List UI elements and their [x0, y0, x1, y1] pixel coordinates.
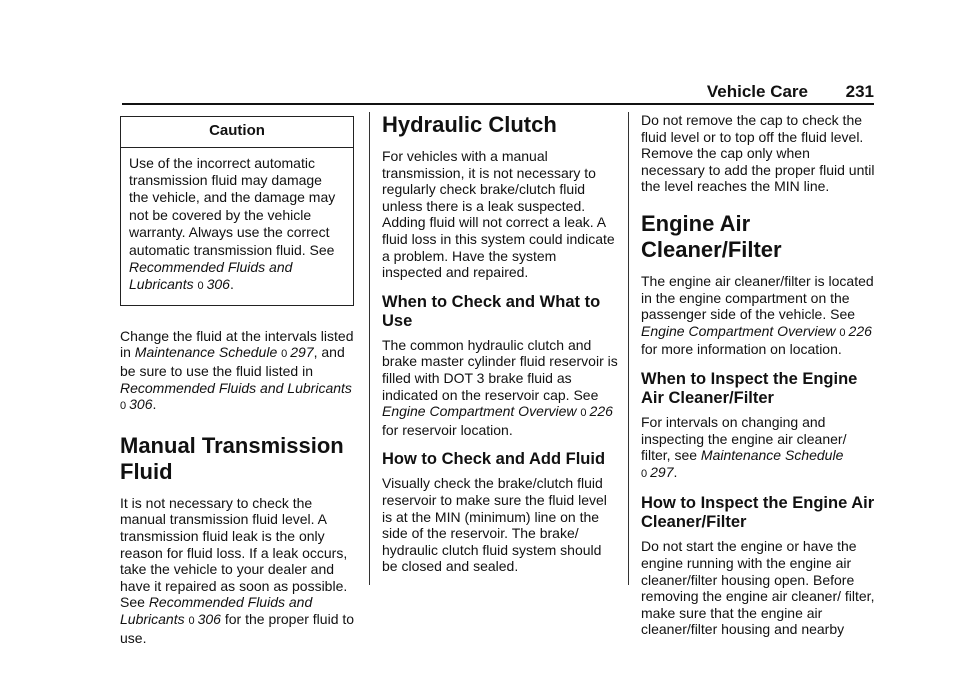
- text: for reservoir location.: [382, 421, 513, 438]
- spacer: [382, 438, 618, 450]
- fluid-interval-paragraph: [120, 328, 356, 415]
- heading-manual-transmission-fluid: Manual Transmission Fluid: [120, 432, 344, 484]
- how-to-check-paragraph: Visually check the brake/clutch fluid reservoir to make sure the fluid level is at the MIN (minimum) line on the side of the reservoir. The brake/ hydraulic clutch fluid system should be closed and sealed.: [382, 475, 607, 575]
- text: For intervals on changing and inspecting the engine air cleaner/ filter, see: [641, 413, 847, 464]
- heading-when-to-check: When to Check and What to Use: [382, 292, 601, 330]
- manual-fluid-paragraph: [120, 495, 356, 646]
- heading-how-to-inspect: How to Inspect the Engine Air Cleaner/Filter: [641, 494, 875, 532]
- page-ref-arrow-icon: 0: [281, 348, 288, 361]
- column-1: [120, 112, 356, 646]
- spacer: [641, 358, 877, 370]
- clutch-paragraph: For vehicles with a manual transmission, it is not necessary to regularly check brake/clutch fluid unless there is a leak suspected. Adding fluid will not correct a leak. A fluid loss in this system could indicate a problem. Have the system inspected and repaired.: [382, 148, 615, 281]
- page-ref[interactable]: 297: [650, 463, 674, 480]
- section-title: Vehicle Care: [706, 82, 808, 101]
- heading-engine-air-cleaner: Engine Air Cleaner/Filter: [641, 210, 782, 262]
- page-header: [122, 76, 874, 102]
- page-number: 231: [845, 82, 874, 101]
- page-ref-arrow-icon: 0: [641, 467, 648, 480]
- caution-link[interactable]: Recommended Fluids and Lubricants: [129, 259, 293, 293]
- page-ref[interactable]: 306: [197, 610, 221, 627]
- spacer: [641, 482, 877, 494]
- page-ref-arrow-icon: 0: [120, 400, 127, 413]
- caution-body: Use of the incorrect automatic transmission fluid may damage the vehicle, and the damage may not be covered by the vehicle warranty. Always use the correct automatic transmission fluid. See Recommended Fluids and Lubricants 0 306.: [129, 154, 336, 293]
- spacer: [120, 306, 356, 328]
- page-ref[interactable]: 226: [848, 322, 872, 339]
- page-ref-arrow-icon: 0: [839, 326, 846, 339]
- text: .: [673, 463, 678, 480]
- text: for the proper fluid to use.: [120, 610, 355, 646]
- page-ref[interactable]: 226: [589, 403, 613, 420]
- text: for more information on location.: [641, 341, 842, 358]
- air-cleaner-location-paragraph: [641, 273, 877, 358]
- link-recommended-fluids[interactable]: Recommended Fluids and Lubricants: [120, 379, 352, 396]
- cap-paragraph: Do not remove the cap to check the fluid level or to top off the fluid level. Remove the cap only when necessary to add the proper fluid until the level reaches the MIN line.: [641, 112, 875, 195]
- link-maintenance-schedule[interactable]: Maintenance Schedule: [700, 447, 844, 464]
- page-ref-arrow-icon: 0: [188, 614, 195, 627]
- when-to-inspect-paragraph: [641, 414, 877, 482]
- heading-hydraulic-clutch: Hydraulic Clutch: [382, 112, 557, 137]
- page-ref-arrow-icon: 0: [580, 407, 587, 420]
- text: It is not necessary to check the manual transmission fluid level. A transmission fluid leak is the only reason for fluid loss. If a leak occurs, take the vehicle to your dealer and have it repaired as soon as possible. See: [120, 494, 348, 611]
- text: The common hydraulic clutch and brake master cylinder fluid reservoir is filled with DOT 3 brake fluid as indicated on the reservoir cap. See: [382, 336, 618, 403]
- page-ref[interactable]: 297: [290, 344, 314, 361]
- column-3: [641, 112, 877, 638]
- link-recommended-fluids[interactable]: Recommended Fluids and Lubricants: [120, 594, 313, 627]
- column-2: [382, 112, 618, 575]
- column-divider-2: [628, 112, 629, 585]
- spacer: [120, 415, 356, 433]
- header-divider: [122, 103, 874, 105]
- heading-how-to-check: How to Check and Add Fluid: [382, 450, 606, 469]
- page-ref-arrow-icon: 0: [197, 280, 204, 293]
- heading-when-to-inspect: When to Inspect the Engine Air Cleaner/Filter: [641, 369, 858, 407]
- text: The engine air cleaner/filter is located in the engine compartment on the passenger side of the vehicle. See: [641, 272, 874, 323]
- link-engine-compartment-overview[interactable]: Engine Compartment Overview: [382, 403, 577, 420]
- page-ref[interactable]: 306: [129, 396, 153, 413]
- spacer: [382, 281, 618, 293]
- link-engine-compartment-overview[interactable]: Engine Compartment Overview: [641, 322, 836, 339]
- link-maintenance-schedule[interactable]: Maintenance Schedule: [134, 344, 278, 361]
- how-to-inspect-paragraph: Do not start the engine or have the engine running with the engine air cleaner/filter housing open. Before removing the engine air cleaner/ filter, make sure that the engine air cleaner/filter housing and nearby: [641, 538, 875, 638]
- caution-box: [120, 116, 354, 306]
- when-to-check-paragraph: [382, 337, 618, 439]
- column-divider-1: [369, 112, 370, 585]
- text: Change the fluid at the intervals listed in: [120, 327, 354, 361]
- spacer: [641, 195, 877, 211]
- caution-text: Use of the incorrect automatic transmission fluid may damage the vehicle, and the damage may not be covered by the vehicle warranty. Always use the correct automatic transmission fluid. See: [129, 154, 336, 258]
- caution-page-ref[interactable]: 306: [206, 276, 230, 293]
- text: , and be sure to use the fluid listed in: [120, 344, 345, 380]
- text: .: [152, 396, 157, 413]
- caution-title: Caution: [121, 117, 353, 148]
